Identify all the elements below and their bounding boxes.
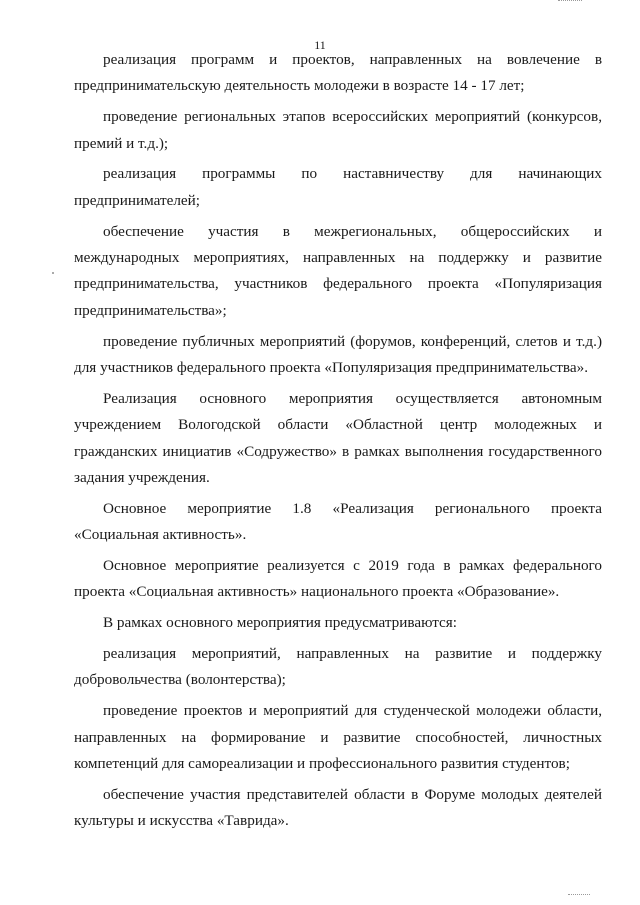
paragraph: проведение региональных этапов всероссийских мероприятий (конкурсов, премий и т.д.); [74, 108, 602, 152]
paragraph: В рамках основного мероприятия предусматриваются: [103, 614, 457, 632]
scan-artifact-bottom [568, 894, 590, 899]
scan-artifact-left [52, 272, 54, 274]
paragraph: Реализация основного мероприятия осуществляется автономным учреждением Вологодской области «Областной центр молодежных и гражданских инициатив «Содружество» в рамках выполнения государственного задания учреждения. [74, 389, 602, 487]
paragraph: реализация мероприятий, направленных на развитие и поддержку добровольчества (волонтерства); [74, 645, 602, 689]
paragraph: обеспечение участия в межрегиональных, общероссийских и международных мероприятиях, направленных на поддержку и развитие предпринимательства, участников федерального проекта «Популяризация предпринимательства»; [74, 222, 602, 319]
scan-artifact-top [558, 0, 582, 4]
paragraph: проведение публичных мероприятий (форумов, конференций, слетов и т.д.) для участников федерального проекта «Популяризация предпринимательства». [74, 332, 602, 377]
paragraph: Основное мероприятие 1.8 «Реализация регионального проекта «Социальная активность». [74, 499, 602, 544]
paragraph: реализация программ и проектов, направленных на вовлечение в предпринимательскую деятельность молодежи в возрасте 14 - 17 лет; [74, 51, 602, 95]
page-number: 11 [314, 38, 326, 52]
paragraph: Основное мероприятие реализуется с 2019 года в рамках федерального проекта «Социальная активность» национального проекта «Образование». [74, 557, 602, 601]
document-body [74, 47, 602, 835]
paragraph: проведение проектов и мероприятий для студенческой молодежи области, направленных на формирование и развитие способностей, личностных компетенций для самореализации и профессионального развития студентов; [74, 702, 602, 773]
paragraph: реализация программы по наставничеству для начинающих предпринимателей; [74, 165, 602, 209]
paragraph: обеспечение участия представителей области в Форуме молодых деятелей культуры и искусства «Таврида». [74, 785, 602, 830]
